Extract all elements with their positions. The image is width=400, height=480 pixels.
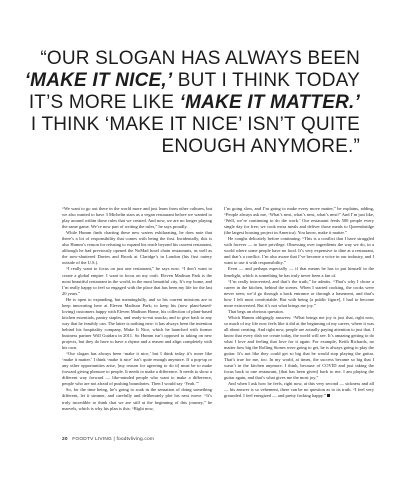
end-mark-icon xyxy=(327,394,331,398)
paragraph: “I’m really introverted, and that’s the truth,” he admits. “That’s why I chose a career in the kitchen, behind the scenes. When I started cooking, the cooks were never seen; we’d go through a back entrance or through a basement, and that’s how I felt most comfortable. But with being [a public figure], I had to become more extroverted. But it’s not what brings me joy.” xyxy=(224,278,374,308)
pull-quote xyxy=(20,48,360,158)
pull-quote-line: ENOUGH ANYMORE.” xyxy=(161,136,360,157)
left-column xyxy=(62,206,212,412)
paragraph: “We want to go out there in the world more and just learn from other cultures, but we also wanted to have 3 Michelin stars as a vegan restaurant before we wanted to play around within those rules that we created. And now, we are no longer playing the same game. We’re now part of writing the rules,” he says proudly. xyxy=(62,206,212,230)
paragraph: He is open to expanding, but meaningfully, and so his current missions are to keep innovating here at Eleven Madison Park; to keep his (now plant-based-loving) customers happy with Eleven Madison Home, his collection of plant-based kitchen essentials, pantry staples, and ready-to-eat snacks; and to give back to any way that he feasibly can. The latter is nothing new: it has always been the intention behind his hospitality company, Make It Nice, which he launched with former business partner Will Guidara in 2011. So Humm isn’t opposed to taking on new projects, but they do have to have a rhyme and a reason and align completely with his own. xyxy=(62,296,212,351)
paragraph-text: And when I ask how he feels, right now, at this very second — sickness and all — his answer is so vehement, there can be no question as to its truth. “I feel very grounded. I feel energized — and pretty fucking happy.” xyxy=(224,381,374,399)
paragraph: I’m going slow, and I’m going to make every move matter,” he explains, adding, “People always ask me, ‘What’s next, what’s next, what’s next?’ And I’m just like, ‘Well, we’re continuing to do the work.’ Our restaurant feeds 500 people every single day for free; we cook extra meals and deliver those meals to Queensbridge (the largest housing project in America). You know, make it matter.” xyxy=(224,206,374,236)
pull-quote-line xyxy=(20,70,360,92)
pull-quote-text: IT’S MORE LIKE xyxy=(28,92,180,113)
article-body xyxy=(62,206,374,412)
right-column xyxy=(224,206,374,412)
publication-name: FOODTV LIVING xyxy=(72,437,112,442)
page-footer xyxy=(62,437,154,442)
paragraph: “Our slogan has always been ‘make it nice,’ but I think today it’s more like ‘make it matter.’ I think ‘make it nice’ isn’t quite enough anymore. If a pop-up or any other opportunities arise, [my reason for agreeing to do it] must be to make forward giving pleasure to people. It needs to make a difference. It needs to show a different way forward — like-minded people who want to make a difference, people who are not afraid of pushing boundaries. Then I would say ‘Yeah.’” xyxy=(62,351,212,387)
paragraph: Which Humm obligingly answers: “What brings me joy is just that, right now, so much of my life now feels like it did at the beginning of my career, where it was all about creating. And right now, people are actually paying attention to just that. I know that every dish we create today, the world will see. It’s amazing getting to do what I love and feeling that love for it again. For example, Keith Richards, no matter how big the Rolling Stones were going to get, he is always going to play the guitar. It’s not like they could get so big that he would stop playing the guitar. That’s true for me, too. In my world, at times, the success became so big that I wasn’t in the kitchen anymore. I think, because of COVID and just taking the focus back to one restaurant, [that has been given] back to me. I am playing the guitar again, and that’s what gives me the most joy.” xyxy=(224,314,374,381)
paragraph: That begs an obvious question. xyxy=(228,308,284,314)
paragraph: While Humm finds charting these new waters exhilarating, he does note that there’s a lot of responsibility that comes with being the first. Incidentally, this is also Humm’s reason for refusing to expand his reach beyond his current restaurant, although he had previously opened the NoMad hotel chain restaurants, as well as the now-shuttered Davies and Brook at Claridge’s in London (his first outery outside of the U.S.). xyxy=(62,230,212,266)
pull-quote-line: “OUR SLOGAN HAS ALWAYS BEEN xyxy=(40,48,360,69)
pull-quote-line xyxy=(20,92,360,114)
paragraph: Even — and perhaps especially — if that means he has to put himself in the limelight, which is something he has truly never been a fan of. xyxy=(224,266,374,278)
pull-quote-text: BUT I THINK TODAY xyxy=(172,70,360,91)
pull-quote-emphasis: ‘MAKE IT NICE,’ xyxy=(24,70,173,91)
pull-quote-line: I THINK ‘MAKE IT NICE’ ISN’T QUITE xyxy=(30,114,360,135)
footer-separator: | xyxy=(113,437,115,442)
paragraph: He coughs delicately before continuing. “This is a conflict that I have struggled with forever — to have privilege. Obsessing over ingredients the way we do, in a world where some people have no food. It’s very expensive to dine at a restaurant, and that’s a conflict. I’m also aware that I’ve become a voice in our industry, and I want to use it with responsibility.” xyxy=(224,236,374,266)
paragraph: “I really want to focus on just one restaurant,” he says now. “I don’t want to create a global empire. I want to focus on my craft. Eleven Madison Park is the most beautiful restaurant in the world, in the most beautiful city. It’s my home, and I’m really happy to feel so engaged with the place that has been my life for the last 20 years.” xyxy=(62,266,212,296)
pull-quote-emphasis: ‘MAKE IT MATTER.’ xyxy=(179,92,360,113)
website-link[interactable]: foodtvliving.com xyxy=(116,437,155,442)
page-number: 20 xyxy=(62,437,68,442)
paragraph-final xyxy=(224,381,374,399)
paragraph: So, for the time being, he’s going to soak in the sensation of doing something different, let it simmer, and carefully and deliberately plot his next move. “It’s truly incredible to think that we are still at the beginning of this journey,” he marvels, which is why his plan is this: “Right now, xyxy=(62,387,212,411)
